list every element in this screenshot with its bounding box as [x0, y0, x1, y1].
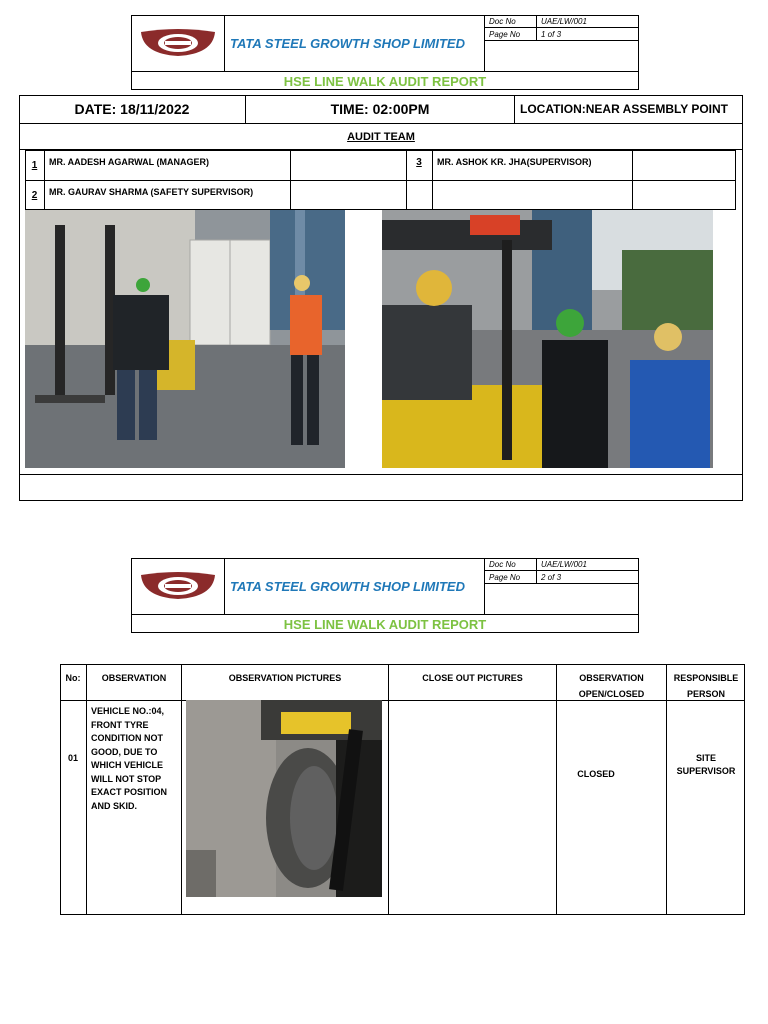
tata-logo [131, 558, 225, 614]
page-no-value: 2 of 3 [537, 571, 639, 584]
audit-team-title: AUDIT TEAM [19, 124, 743, 150]
report-title: HSE LINE WALK AUDIT REPORT [131, 71, 639, 90]
doc-no-label: Doc No [485, 15, 537, 28]
team-num-2: 2 [31, 190, 38, 201]
header-responsible-person: RESPONSIBLE PERSON [673, 673, 739, 699]
doc-no-label: Doc No [485, 558, 537, 571]
header-observation: OBSERVATION [101, 673, 167, 683]
team-num-1: 1 [31, 159, 38, 171]
doc-no-value: UAE/LW/001 [537, 15, 639, 28]
audit-photo-forklift-left [25, 210, 345, 468]
tata-logo-icon [139, 28, 217, 58]
team-member-3: MR. ASHOK KR. JHA(SUPERVISOR) [437, 157, 592, 167]
photo-row-divider [19, 474, 743, 475]
status-closed: CLOSED [577, 769, 615, 779]
time-cell: TIME: 02:00PM [246, 95, 515, 124]
header-observation-pictures: OBSERVATION PICTURES [228, 673, 342, 683]
team-col-divider [632, 150, 633, 210]
report-title: HSE LINE WALK AUDIT REPORT [131, 614, 639, 633]
team-member-1: MR. AADESH AGARWAL (MANAGER) [49, 157, 209, 167]
table-col-divider [181, 664, 182, 915]
date-cell: DATE: 18/11/2022 [19, 95, 246, 124]
location-cell: LOCATION:NEAR ASSEMBLY POINT [515, 95, 743, 124]
page-no-label: Page No [485, 28, 537, 41]
header-no: No: [65, 673, 81, 683]
header-open-closed: OBSERVATION OPEN/CLOSED [578, 673, 645, 699]
observation-photo-tyre [186, 700, 382, 897]
team-col-divider [290, 150, 291, 210]
company-name: TATA STEEL GROWTH SHOP LIMITED [226, 558, 485, 614]
page-no-value: 1 of 3 [537, 28, 639, 41]
tata-logo-icon [139, 571, 217, 601]
header-close-out-pictures: CLOSE OUT PICTURES [422, 673, 523, 683]
table-col-divider [388, 664, 389, 915]
page-no-label: Page No [485, 571, 537, 584]
responsible-person: SITE SUPERVISOR [676, 753, 736, 776]
tata-logo [131, 15, 225, 71]
row-number: 01 [67, 753, 78, 763]
team-num-3: 3 [416, 156, 422, 168]
team-member-2: MR. GAURAV SHARMA (SAFETY SUPERVISOR) [49, 187, 254, 197]
doc-no-value: UAE/LW/001 [537, 558, 639, 571]
company-name: TATA STEEL GROWTH SHOP LIMITED [226, 15, 485, 71]
audit-photo-forklift-right [382, 210, 713, 468]
observation-text: VEHICLE NO.:04, FRONT TYRE CONDITION NOT GOOD, DUE TO WHICH VEHICLE WILL NOT STOP EXACT POSITION AND SKID. [91, 706, 168, 811]
